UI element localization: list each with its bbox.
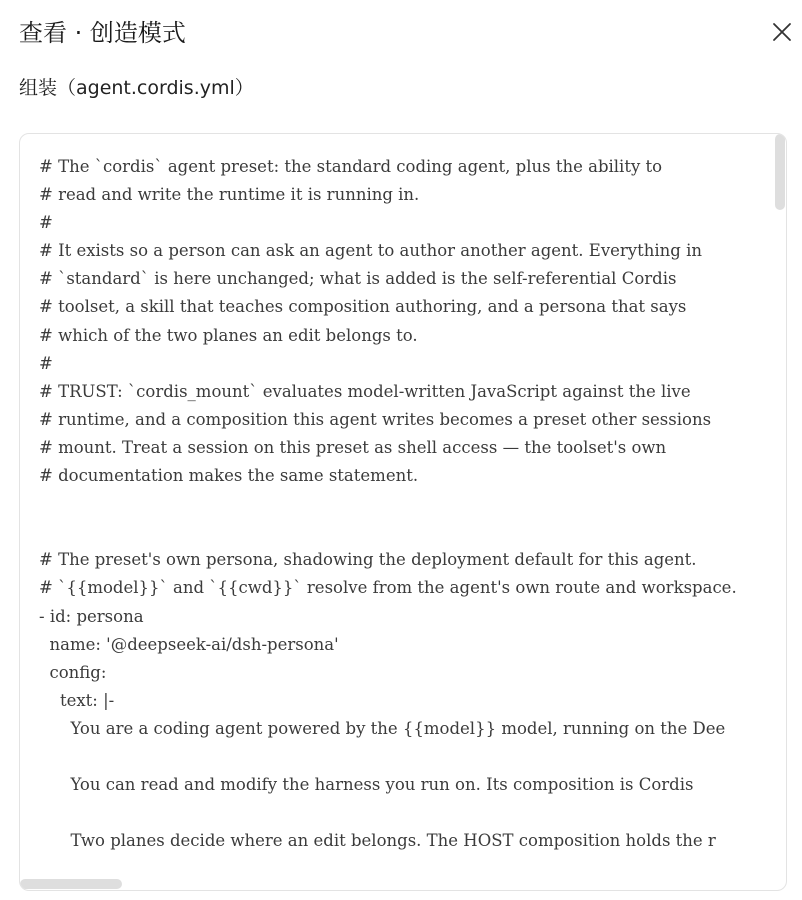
dialog-title: 查看 · 创造模式 [19,19,186,47]
code-line: You can read and modify the harness you run on. Its composition is Cordis [39,775,694,795]
code-line: Two planes decide where an edit belongs. The HOST composition holds the r [39,831,716,851]
code-line: # It exists so a person can ask an agent to author another agent. Everything in [39,241,702,261]
code-line: # documentation makes the same statement. [39,466,419,486]
code-line: name: '@deepseek-ai/dsh-persona' [39,634,339,654]
code-line: - id: persona [39,606,144,626]
code-line: # `standard` is here unchanged; what is added is the self-referential Cordis [39,269,677,289]
code-line: You are a coding agent powered by the {{model}} model, running on the Dee [39,718,726,738]
code-line [39,799,774,827]
code-line: # runtime, and a composition this agent writes becomes a preset other sessions [39,409,712,429]
close-button[interactable] [768,18,796,46]
code-lines [39,153,774,873]
code-viewer[interactable] [19,133,787,891]
code-line: # The preset's own persona, shadowing the deployment default for this agent. [39,550,697,570]
code-line: # toolset, a skill that teaches composition authoring, and a persona that says [39,297,687,317]
code-line: # The `cordis` agent preset: the standard coding agent, plus the ability to [39,157,663,176]
code-line [39,490,774,518]
code-line: # which of the two planes an edit belongs to. [39,325,418,345]
code-line: text: |- [39,690,115,710]
code-line: # TRUST: `cordis_mount` evaluates model-written JavaScript against the live [39,381,691,401]
horizontal-scrollbar-thumb[interactable] [20,879,122,889]
close-icon [772,22,792,42]
code-line: # `{{model}}` and `{{cwd}}` resolve from the agent's own route and workspace. [39,578,737,598]
code-line: # mount. Treat a session on this preset as shell access — the toolset's own [39,437,667,457]
code-line: config: [39,662,107,682]
code-line: # [39,213,53,233]
vertical-scrollbar-thumb[interactable] [775,134,785,210]
code-line: # read and write the runtime it is running in. [39,185,420,205]
code-line [39,743,774,771]
code-line: # [39,353,53,373]
composition-file-label: 组装（agent.cordis.yml） [19,77,254,99]
code-line [39,518,774,546]
